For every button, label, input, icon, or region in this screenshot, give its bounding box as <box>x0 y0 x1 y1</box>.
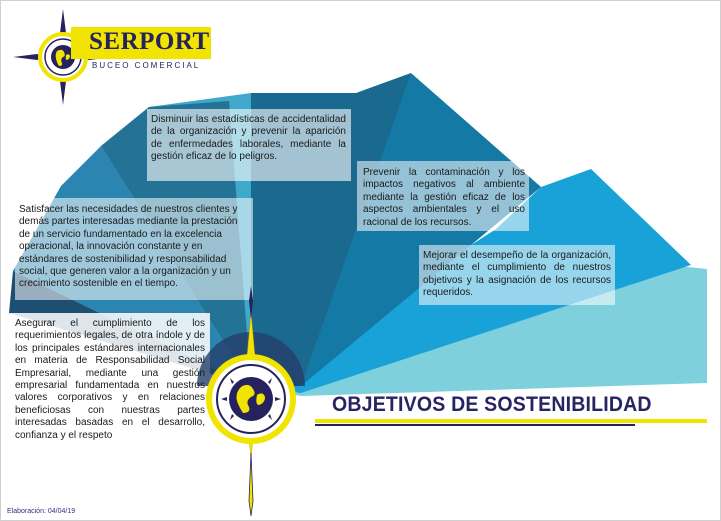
elaboration-date: Elaboración: 04/04/19 <box>7 508 76 515</box>
objective-text-1: Asegurar el cumplimiento de los requerimientos legales, de otra índole y de los principales estándares internacionales en materia de Responsabilidad Social Empresarial, mediante una gestión empresarial fundamentada en nuestros valores corporativos y en relaciones beneficiosas con nuestras partes interesadas basadas en el desarrollo, confianza y el respeto <box>15 318 205 441</box>
title-bar-navy <box>315 424 635 426</box>
objective-text-3: Disminuir las estadísticas de accidentalidad de la organización y prevenir la aparición de enfermedades laborales, mediante la gestión eficaz de lo peligros. <box>151 114 346 163</box>
objective-text-4: Prevenir la contaminación y los impactos negativos al ambiente mediante la gestión eficaz de los aspectos ambientales y el uso racional de los recursos. <box>363 167 525 228</box>
logo-title: SERPORT <box>89 28 210 55</box>
diagram-title: OBJETIVOS DE SOSTENIBILIDAD <box>332 393 652 416</box>
objective-text-2: Satisfacer las necesidades de nuestros clientes y demás partes interesadas mediante la prestación de un servicio fundamentado en la excelencia operacional, la innovación constante y en estándares de sostenibilidad y responsabilidad social, que generen valor a la organización y un crecimiento sostenible en el tiempo. <box>19 204 238 290</box>
logo-tagline: BUCEO COMERCIAL <box>92 61 201 70</box>
title-bar-yellow <box>315 419 707 423</box>
objective-text-5: Mejorar el desempeño de la organización, mediante el cumplimiento de nuestros objetivos y la asignación de los recursos requeridos. <box>423 250 611 299</box>
